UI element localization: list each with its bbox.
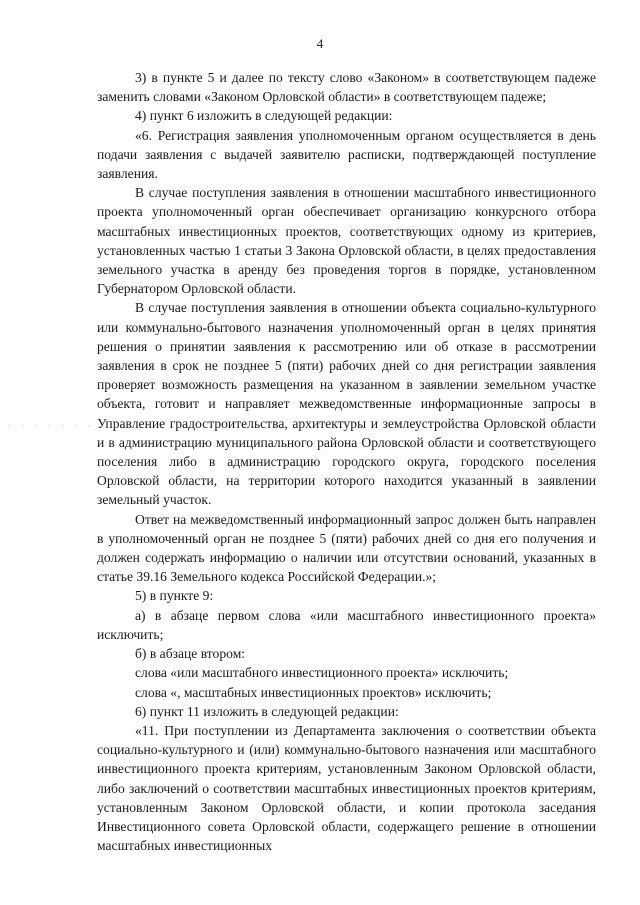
scan-artifact: · · · · · · · · [8, 421, 108, 431]
paragraph: В случае поступления заявления в отношении объекта социально-культурного или коммунально-бытового назначения уполномоченный орган в целях принятия решения о принятии заявления к рассмотрению или об отказе в рассмотрении заявления в срок не позднее 5 (пяти) рабочих дней со дня регистрации заявления проверяет возможность размещения на указанном в заявлении земельном участке объекта, готовит и направляет межведомственные информационные запросы в Управление градостроительства, архитектуры и землеустройства Орловской области и в администрацию муниципального района Орловской области и соответствующего поселения либо в администрацию городского округа, городского поселения Орловской области, на территории которого находится указанный в заявлении земельный участок. [97, 300, 596, 508]
paragraph: Ответ на межведомственный информационный запрос должен быть направлен в уполномоченный орган не позднее 5 (пяти) рабочих дней со дня его получения и должен содержать информацию о наличии или отсутствии оснований, указанных в статье 39.16 Земельного кодекса Российской Федерации.»; [97, 511, 596, 585]
paragraph: В случае поступления заявления в отношении масштабного инвестиционного проекта уполномоченный орган обеспечивает организацию конкурсного отбора масштабных инвестиционных проектов, соответствующих одному из критериев, установленных частью 1 статьи 3 Закона Орловской области, в целях предоставления земельного участка в аренду без проведения торгов в порядке, установленном Губернатором Орловской области. [97, 185, 596, 297]
paragraph: 5) в пункте 9: [135, 588, 214, 604]
paragraph: 6) пункт 11 изложить в следующей редакции: [135, 703, 399, 719]
paragraph: «11. При поступлении из Департамента заключения о соответствии объекта социально-культурного и (или) коммунально-бытового назначения или масштабного инвестиционного проекта критериям, установленным Законом Орловской области, либо заключений о соответствии масштабных инвестиционных проектов критериям, установленным Законом Орловской области, и копии протокола заседания Инвестиционного совета Орловской области, содержащего решение в отношении масштабных инвестиционных [97, 722, 596, 854]
paragraph: 4) пункт 6 изложить в следующей редакции: [135, 108, 393, 124]
paragraph: а) в абзаце первом слова «или масштабного инвестиционного проекта» исключить; [97, 607, 596, 642]
paragraph: слова «, масштабных инвестиционных проектов» исключить; [135, 684, 492, 700]
page-number: 4 [316, 36, 324, 51]
paragraph: «6. Регистрация заявления уполномоченным органом осуществляется в день подачи заявления с выдачей заявителю расписки, подтверждающей поступление заявления. [97, 127, 596, 182]
paragraph: б) в абзаце втором: [135, 646, 246, 662]
document-body [97, 68, 596, 855]
paragraph: слова «или масштабного инвестиционного проекта» исключить; [135, 665, 509, 681]
paragraph: 3) в пункте 5 и далее по тексту слово «Законом» в соответствующем падеже заменить словами «Законом Орловской области» в соответствующем падеже; [97, 70, 596, 105]
